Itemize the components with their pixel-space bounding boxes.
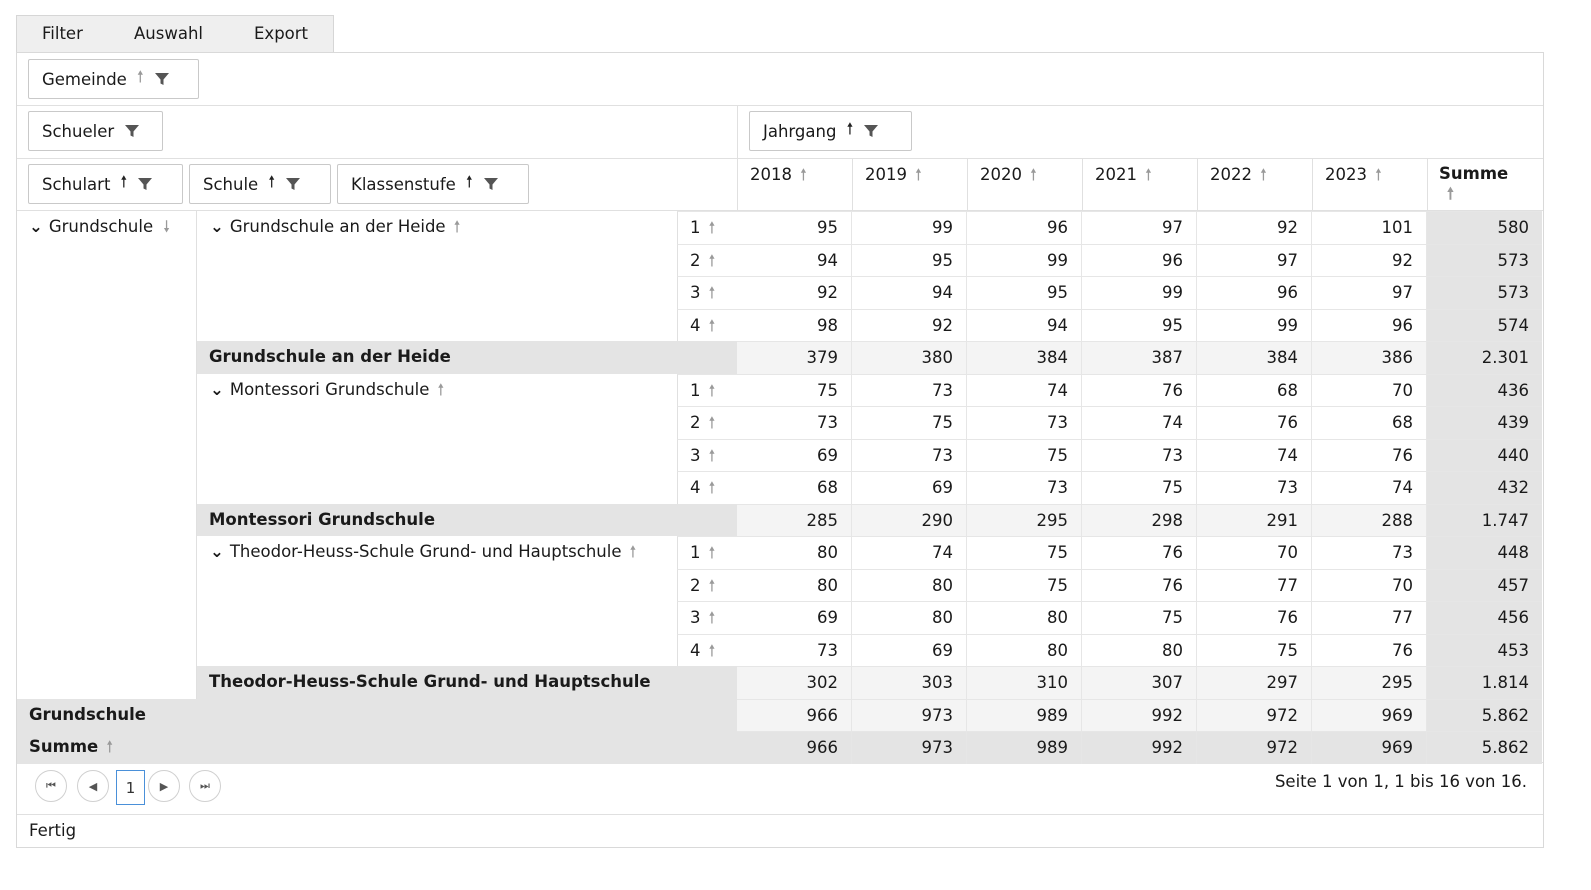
schule-name: Grundschule an der Heide xyxy=(229,217,446,236)
sort-arrow-icon[interactable]: 🠕 xyxy=(136,66,144,86)
value-cell: 76 xyxy=(1197,601,1312,634)
value-cell: 97 xyxy=(1312,276,1427,309)
row-header-klassenstufe[interactable] xyxy=(677,244,737,277)
value-cell: 69 xyxy=(737,439,852,472)
value-cell: 99 xyxy=(852,211,967,244)
chevron-down-icon[interactable]: ⌄ xyxy=(210,379,224,399)
next-page-button[interactable]: ▶ xyxy=(148,770,180,802)
status-text: Fertig xyxy=(29,821,77,840)
divider xyxy=(967,158,968,210)
sort-arrow-icon[interactable]: 🠕 xyxy=(708,543,716,562)
value-cell: 307 xyxy=(1082,666,1197,699)
value-cell: 387 xyxy=(1082,341,1197,374)
prev-page-button[interactable]: ◀ xyxy=(77,770,109,802)
sum-cell: 573 xyxy=(1427,244,1542,277)
value-cell: 73 xyxy=(1312,536,1427,569)
value-cell: 966 xyxy=(737,699,852,732)
value-cell: 295 xyxy=(967,504,1082,537)
value-cell: 99 xyxy=(967,244,1082,277)
sort-arrow-icon[interactable]: 🠕 xyxy=(1145,165,1152,184)
sort-arrow-icon[interactable]: 🠕 xyxy=(915,165,922,184)
value-cell: 70 xyxy=(1197,536,1312,569)
divider xyxy=(1312,158,1313,210)
column-header-2019[interactable] xyxy=(865,164,922,191)
value-cell: 310 xyxy=(967,666,1082,699)
value-cell: 290 xyxy=(852,504,967,537)
row-header-klassenstufe[interactable] xyxy=(677,406,737,439)
row-header-klassenstufe[interactable] xyxy=(677,536,737,569)
value-cell: 75 xyxy=(1197,634,1312,667)
value-cell: 74 xyxy=(1197,439,1312,472)
value-cell: 101 xyxy=(1312,211,1427,244)
value-cell: 94 xyxy=(737,244,852,277)
last-page-button[interactable]: ⏭ xyxy=(189,770,221,802)
sort-arrow-icon[interactable]: 🠕 xyxy=(1375,165,1382,184)
toolbar xyxy=(16,15,334,52)
column-header-label: 2022 xyxy=(1210,165,1252,184)
value-cell: 75 xyxy=(1082,471,1197,504)
row-header-schule[interactable] xyxy=(197,536,677,666)
schueler-field-chip[interactable] xyxy=(28,111,163,151)
value-cell: 74 xyxy=(967,374,1082,407)
filter-funnel-icon[interactable] xyxy=(124,123,140,139)
column-header-2021[interactable] xyxy=(1095,164,1152,191)
subtotal-row-label: Montessori Grundschule xyxy=(197,504,737,537)
jahrgang-label: Jahrgang xyxy=(763,121,837,141)
sort-arrow-icon[interactable]: 🠕 xyxy=(708,283,716,302)
divider xyxy=(17,105,1543,106)
value-cell: 303 xyxy=(852,666,967,699)
value-cell: 76 xyxy=(1197,406,1312,439)
value-cell: 70 xyxy=(1312,569,1427,602)
schulart-field-chip[interactable] xyxy=(28,164,183,204)
gemeinde-label: Gemeinde xyxy=(42,69,127,89)
sum-cell: 457 xyxy=(1427,569,1542,602)
value-cell: 380 xyxy=(852,341,967,374)
sort-arrow-icon[interactable]: 🠕 xyxy=(106,737,114,756)
value-cell: 73 xyxy=(967,406,1082,439)
row-header-klassenstufe[interactable] xyxy=(677,569,737,602)
value-cell: 80 xyxy=(967,634,1082,667)
value-cell: 73 xyxy=(967,471,1082,504)
klassenstufe-value: 1 xyxy=(690,543,701,562)
value-cell: 75 xyxy=(852,406,967,439)
divider xyxy=(1082,158,1083,210)
chevron-down-icon[interactable]: ⌄ xyxy=(210,217,224,236)
row-header-schulart[interactable] xyxy=(17,211,197,699)
value-cell: 95 xyxy=(967,276,1082,309)
value-cell: 295 xyxy=(1312,666,1427,699)
grand-total-text: Summe xyxy=(29,737,99,756)
value-cell: 99 xyxy=(1197,309,1312,342)
value-cell: 384 xyxy=(967,341,1082,374)
value-cell: 94 xyxy=(967,309,1082,342)
sum-cell: 432 xyxy=(1427,471,1542,504)
value-cell: 76 xyxy=(1312,439,1427,472)
value-cell: 969 xyxy=(1312,731,1427,764)
value-cell: 73 xyxy=(852,374,967,407)
sort-arrow-icon[interactable]: 🠕 xyxy=(708,478,716,497)
value-cell: 92 xyxy=(852,309,967,342)
tab-auswahl[interactable]: Auswahl xyxy=(134,24,203,43)
tab-export[interactable]: Export xyxy=(254,24,309,43)
row-header-klassenstufe[interactable] xyxy=(677,439,737,472)
schueler-label: Schueler xyxy=(42,121,115,141)
sum-cell: 2.301 xyxy=(1427,341,1542,374)
value-cell: 992 xyxy=(1082,731,1197,764)
value-cell: 96 xyxy=(1082,244,1197,277)
sort-arrow-icon[interactable]: 🠕 xyxy=(800,165,807,184)
value-cell: 75 xyxy=(967,536,1082,569)
value-cell: 99 xyxy=(1082,276,1197,309)
sort-arrow-icon[interactable]: 🠕 xyxy=(629,542,637,561)
value-cell: 969 xyxy=(1312,699,1427,732)
filter-funnel-icon[interactable] xyxy=(863,123,879,139)
value-cell: 69 xyxy=(852,471,967,504)
value-cell: 68 xyxy=(1197,374,1312,407)
sort-arrow-icon[interactable]: 🠕 xyxy=(268,171,276,191)
sum-cell: 580 xyxy=(1427,211,1542,244)
value-cell: 74 xyxy=(1082,406,1197,439)
klassenstufe-value: 1 xyxy=(690,380,701,400)
value-cell: 96 xyxy=(1197,276,1312,309)
value-cell: 68 xyxy=(1312,406,1427,439)
column-header-label: 2018 xyxy=(750,165,792,184)
schule-field-chip[interactable] xyxy=(189,164,331,204)
value-cell: 80 xyxy=(737,569,852,602)
sort-arrow-icon[interactable]: 🠕 xyxy=(437,379,445,399)
sum-cell: 439 xyxy=(1427,406,1542,439)
sum-cell: 448 xyxy=(1427,536,1542,569)
sort-arrow-icon[interactable]: 🠗 xyxy=(163,217,170,236)
sum-cell: 1.814 xyxy=(1427,666,1542,699)
value-cell: 989 xyxy=(967,731,1082,764)
value-cell: 75 xyxy=(967,569,1082,602)
column-header-label: 2021 xyxy=(1095,165,1137,184)
schulart-name: Grundschule xyxy=(48,217,154,236)
gemeinde-field-chip[interactable] xyxy=(28,59,199,99)
schule-name: Theodor-Heuss-Schule Grund- und Hauptschule xyxy=(229,542,622,561)
value-cell: 80 xyxy=(852,601,967,634)
subtotal-row-label: Grundschule an der Heide xyxy=(197,341,737,374)
row-header-schule[interactable] xyxy=(197,374,677,504)
sort-arrow-icon[interactable]: 🠕 xyxy=(708,445,716,465)
value-cell: 992 xyxy=(1082,699,1197,732)
sum-cell: 436 xyxy=(1427,374,1542,407)
subtotal-row-label: Theodor-Heuss-Schule Grund- und Hauptschule xyxy=(197,666,737,699)
value-cell: 95 xyxy=(737,211,852,244)
schule-name: Montessori Grundschule xyxy=(229,379,430,399)
value-cell: 73 xyxy=(737,634,852,667)
value-cell: 75 xyxy=(967,439,1082,472)
sort-arrow-icon[interactable]: 🠕 xyxy=(708,218,716,237)
column-header-2023[interactable] xyxy=(1325,164,1382,191)
sum-cell: 5.862 xyxy=(1427,699,1542,732)
klassenstufe-value: 1 xyxy=(690,218,701,237)
value-cell: 92 xyxy=(737,276,852,309)
divider xyxy=(852,158,853,210)
sort-arrow-icon[interactable]: 🠕 xyxy=(708,250,716,270)
klassenstufe-value: 3 xyxy=(690,283,701,302)
sum-cell: 573 xyxy=(1427,276,1542,309)
value-cell: 302 xyxy=(737,666,852,699)
row-header-klassenstufe[interactable] xyxy=(677,634,737,667)
filter-funnel-icon[interactable] xyxy=(137,176,153,192)
column-header-label: Summe xyxy=(1439,164,1509,183)
value-cell: 966 xyxy=(737,731,852,764)
sort-arrow-icon[interactable]: 🠕 xyxy=(120,171,128,191)
sum-cell: 453 xyxy=(1427,634,1542,667)
sort-arrow-icon[interactable]: 🠕 xyxy=(708,380,716,400)
sum-cell: 1.747 xyxy=(1427,504,1542,537)
grand-total-label xyxy=(17,731,737,764)
value-cell: 70 xyxy=(1312,374,1427,407)
value-cell: 77 xyxy=(1197,569,1312,602)
value-cell: 76 xyxy=(1312,634,1427,667)
divider xyxy=(1427,158,1428,210)
row-header-klassenstufe[interactable] xyxy=(677,276,737,309)
value-cell: 384 xyxy=(1197,341,1312,374)
value-cell: 76 xyxy=(1082,569,1197,602)
klassenstufe-value: 4 xyxy=(690,478,701,497)
sum-cell: 5.862 xyxy=(1427,731,1542,764)
value-cell: 96 xyxy=(1312,309,1427,342)
klassenstufe-value: 4 xyxy=(690,315,701,335)
klassenstufe-label: Klassenstufe xyxy=(351,174,456,194)
value-cell: 77 xyxy=(1312,601,1427,634)
chevron-down-icon[interactable]: ⌄ xyxy=(210,542,224,561)
value-cell: 973 xyxy=(852,699,967,732)
row-header-klassenstufe[interactable] xyxy=(677,211,737,244)
klassenstufe-value: 2 xyxy=(690,250,701,270)
value-cell: 96 xyxy=(967,211,1082,244)
first-page-button[interactable]: ⏮ xyxy=(35,770,67,802)
column-header-label: 2020 xyxy=(980,165,1022,184)
klassenstufe-field-chip[interactable] xyxy=(337,164,529,204)
sort-arrow-icon[interactable]: 🠕 xyxy=(453,217,461,236)
value-cell: 69 xyxy=(737,601,852,634)
klassenstufe-value: 2 xyxy=(690,413,701,432)
value-cell: 379 xyxy=(737,341,852,374)
value-cell: 288 xyxy=(1312,504,1427,537)
sort-arrow-icon[interactable]: 🠕 xyxy=(708,575,716,595)
row-header-klassenstufe[interactable] xyxy=(677,601,737,634)
chevron-down-icon[interactable]: ⌄ xyxy=(29,217,43,236)
value-cell: 73 xyxy=(737,406,852,439)
schulart-label: Schulart xyxy=(42,174,111,194)
value-cell: 73 xyxy=(1197,471,1312,504)
schulart-total-label: Grundschule xyxy=(17,699,737,732)
row-header-klassenstufe[interactable] xyxy=(677,374,737,407)
value-cell: 97 xyxy=(1082,211,1197,244)
sum-cell: 574 xyxy=(1427,309,1542,342)
value-cell: 386 xyxy=(1312,341,1427,374)
divider xyxy=(17,158,1543,159)
sort-arrow-icon[interactable]: 🠕 xyxy=(708,413,716,432)
value-cell: 80 xyxy=(737,536,852,569)
sort-arrow-icon[interactable]: 🠕 xyxy=(465,171,473,191)
tab-filter[interactable]: Filter xyxy=(42,24,83,43)
value-cell: 291 xyxy=(1197,504,1312,537)
value-cell: 298 xyxy=(1082,504,1197,537)
row-header-klassenstufe[interactable] xyxy=(677,471,737,504)
value-cell: 80 xyxy=(967,601,1082,634)
value-cell: 73 xyxy=(1082,439,1197,472)
row-header-schule[interactable] xyxy=(197,211,677,341)
sort-arrow-icon[interactable]: 🠕 xyxy=(1260,165,1267,184)
divider xyxy=(17,814,1543,815)
sort-arrow-icon[interactable]: 🠕 xyxy=(708,608,716,627)
value-cell: 75 xyxy=(1082,601,1197,634)
value-cell: 989 xyxy=(967,699,1082,732)
divider xyxy=(737,106,738,210)
value-cell: 68 xyxy=(737,471,852,504)
column-header-2018[interactable] xyxy=(750,164,807,191)
schule-label: Schule xyxy=(203,174,259,194)
value-cell: 972 xyxy=(1197,731,1312,764)
value-cell: 76 xyxy=(1082,536,1197,569)
value-cell: 80 xyxy=(1082,634,1197,667)
divider xyxy=(1197,158,1198,210)
value-cell: 73 xyxy=(852,439,967,472)
column-header-label: 2019 xyxy=(865,165,907,184)
filter-funnel-icon[interactable] xyxy=(285,176,301,192)
value-cell: 95 xyxy=(852,244,967,277)
filter-funnel-icon[interactable] xyxy=(154,71,170,87)
klassenstufe-value: 3 xyxy=(690,608,701,627)
value-cell: 98 xyxy=(737,309,852,342)
sum-cell: 440 xyxy=(1427,439,1542,472)
value-cell: 297 xyxy=(1197,666,1312,699)
jahrgang-field-chip[interactable] xyxy=(749,111,912,151)
value-cell: 80 xyxy=(852,569,967,602)
klassenstufe-value: 4 xyxy=(690,640,701,660)
pager-info: Seite 1 von 1, 1 bis 16 von 16. xyxy=(1274,772,1527,791)
filter-funnel-icon[interactable] xyxy=(483,176,499,192)
value-cell: 74 xyxy=(1312,471,1427,504)
value-cell: 92 xyxy=(1312,244,1427,277)
column-header-label: 2023 xyxy=(1325,165,1367,184)
sort-arrow-icon[interactable]: 🠕 xyxy=(708,315,716,335)
column-header-summe[interactable] xyxy=(1439,164,1508,210)
value-cell: 69 xyxy=(852,634,967,667)
value-cell: 95 xyxy=(1082,309,1197,342)
sort-arrow-icon[interactable]: 🠕 xyxy=(708,640,716,660)
sort-arrow-icon[interactable]: 🠕 xyxy=(1447,184,1454,203)
value-cell: 76 xyxy=(1082,374,1197,407)
value-cell: 94 xyxy=(852,276,967,309)
sort-arrow-icon[interactable]: 🠕 xyxy=(1030,165,1037,184)
klassenstufe-value: 2 xyxy=(690,575,701,595)
column-header-2020[interactable] xyxy=(980,164,1037,191)
value-cell: 92 xyxy=(1197,211,1312,244)
page-number-input[interactable]: 1 xyxy=(116,770,145,805)
value-cell: 972 xyxy=(1197,699,1312,732)
sum-cell: 456 xyxy=(1427,601,1542,634)
sort-arrow-icon[interactable]: 🠕 xyxy=(846,118,854,138)
klassenstufe-value: 3 xyxy=(690,445,701,465)
value-cell: 97 xyxy=(1197,244,1312,277)
row-header-klassenstufe[interactable] xyxy=(677,309,737,342)
value-cell: 74 xyxy=(852,536,967,569)
value-cell: 973 xyxy=(852,731,967,764)
value-cell: 285 xyxy=(737,504,852,537)
value-cell: 75 xyxy=(737,374,852,407)
column-header-2022[interactable] xyxy=(1210,164,1267,191)
